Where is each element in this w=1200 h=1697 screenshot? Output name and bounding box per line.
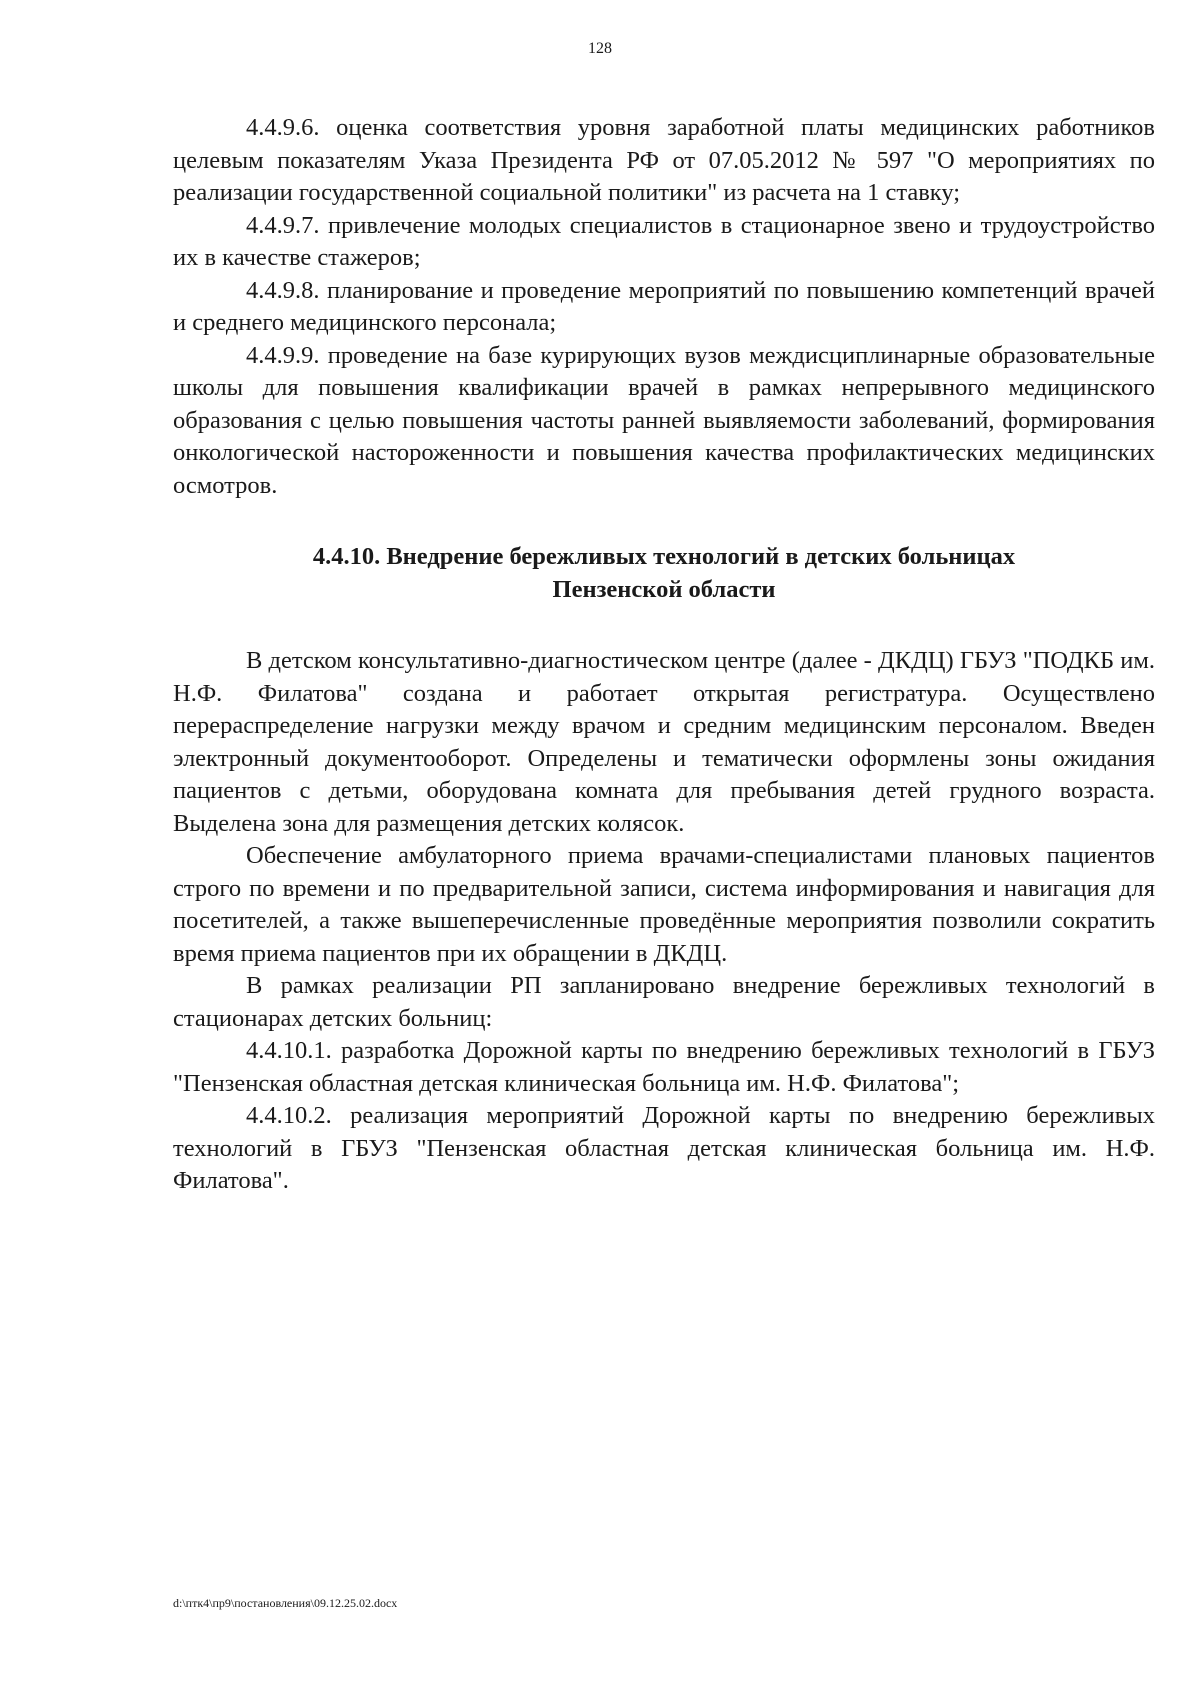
section-heading-line-2: Пензенской области <box>552 576 776 603</box>
paragraph-4-4-9-9: 4.4.9.9. проведение на базе курирующих вузов междисциплинарные образовательные школы для повышения квалификации врачей в рамках непрерывного медицинского образования с целью повышения частоты ранней выявляемости заболеваний, формирования онкологической настороженности и повышения качества профилактических медицинских осмотров. <box>173 341 1155 499</box>
section-heading-line-1: 4.4.10. Внедрение бережливых технологий в детских больницах <box>312 543 1016 570</box>
paragraph-ambulatory: Обеспечение амбулаторного приема врачами-специалистами плановых пациентов строго по времени и по предварительной записи, система информирования и навигация для посетителей, а также вышеперечисленные проведённые мероприятия позволили сократить время приема пациентов при их обращении в ДКДЦ. <box>173 842 1155 967</box>
page-number: 128 <box>588 40 612 57</box>
paragraph-dkdc: В детском консультативно-диагностическом центре (далее - ДКДЦ) ГБУЗ "ПОДКБ им. Н.Ф. Филатова" создана и работает открытая регистратура. Осуществлено перераспределение нагрузки между врачом и средним медицинским персоналом. Введен электронный документооборот. Определены и тематически оформлены зоны ожидания пациентов с детьми, оборудована комната для пребывания детей грудного возраста. Выделена зона для размещения детских колясок. <box>173 647 1155 837</box>
paragraph-rp-plan: В рамках реализации РП запланировано внедрение бережливых технологий в стационарах детских больниц: <box>173 972 1155 1032</box>
footer-file-path: d:\птк4\пр9\постановления\09.12.25.02.docx <box>173 1596 398 1610</box>
paragraph-4-4-9-6: 4.4.9.6. оценка соответствия уровня заработной платы медицинских работников целевым показателям Указа Президента РФ от 07.05.2012 № 597 "О мероприятиях по реализации государственной социальной политики" из расчета на 1 ставку; <box>173 114 1155 206</box>
paragraph-4-4-9-7: 4.4.9.7. привлечение молодых специалистов в стационарное звено и трудоустройство их в качестве стажеров; <box>173 211 1155 271</box>
paragraph-4-4-9-8: 4.4.9.8. планирование и проведение мероприятий по повышению компетенций врачей и среднего медицинского персонала; <box>173 276 1155 336</box>
paragraph-4-4-10-2: 4.4.10.2. реализация мероприятий Дорожной карты по внедрению бережливых технологий в ГБУЗ "Пензенская областная детская клиническая больница им. Н.Ф. Филатова". <box>173 1102 1155 1194</box>
section-heading <box>173 540 1155 606</box>
document-body <box>173 112 1155 1198</box>
paragraph-4-4-10-1: 4.4.10.1. разработка Дорожной карты по внедрению бережливых технологий в ГБУЗ "Пензенская областная детская клиническая больница им. Н.Ф. Филатова"; <box>173 1037 1155 1097</box>
